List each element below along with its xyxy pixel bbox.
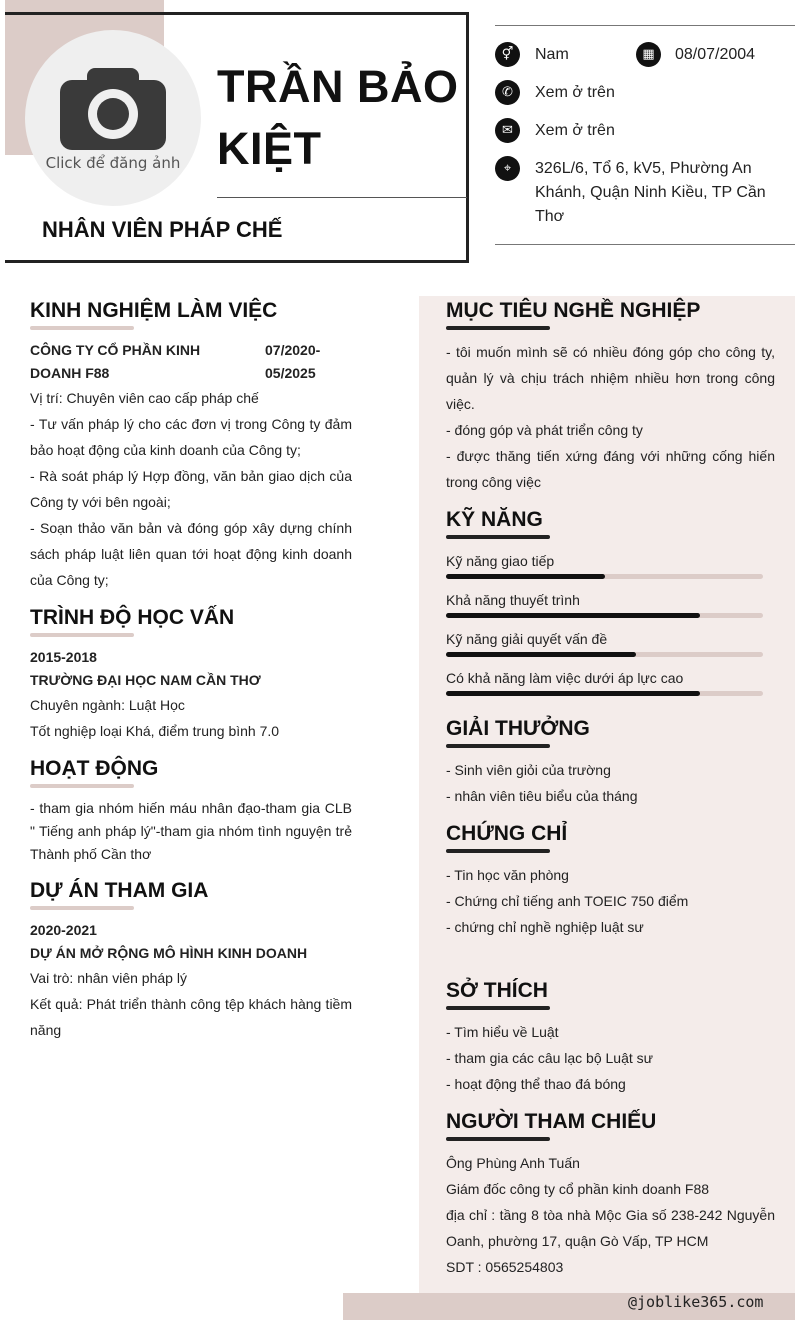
education-period: 2015-2018: [30, 649, 97, 665]
experience-duty-3: - Soạn thảo văn bản và đóng góp xây dựng chính sách pháp luật liên quan tới hoạt động kinh doanh của Công ty;: [30, 520, 352, 588]
project-role: Vai trò: nhân viên pháp lý: [30, 970, 187, 986]
objective-rule: [446, 326, 550, 330]
activities-text: - tham gia nhóm hiến máu nhân đạo-tham gia CLB " Tiếng anh pháp lý"-tham gia nhóm tình nguyện trẻ Thành phố Cần thơ: [30, 800, 352, 862]
activities-title: HOẠT ĐỘNG: [30, 757, 159, 780]
experience-company: CÔNG TY CỔ PHẦN KINH DOANH F88: [30, 342, 201, 381]
experience-duty-1: - Tư vấn pháp lý cho các đơn vị trong Công ty đảm bảo hoạt động của kinh doanh của Công ty;: [30, 416, 352, 458]
skill-bar-fill: [446, 691, 700, 696]
full-name: TRẦN BẢO KIỆT: [217, 61, 459, 174]
objective-title: MỤC TIÊU NGHỀ NGHIỆP: [446, 299, 701, 322]
certificate-item: - Chứng chỉ tiếng anh TOEIC 750 điểm: [446, 893, 689, 909]
skill-bar-fill: [446, 574, 605, 579]
award-item: - Sinh viên giỏi của trường: [446, 762, 611, 778]
hobby-item: - hoạt động thể thao đá bóng: [446, 1076, 626, 1092]
activities-rule: [30, 784, 134, 788]
experience-position: Vị trí: Chuyên viên cao cấp pháp chế: [30, 390, 259, 406]
certificate-item: - chứng chỉ nghề nghiệp luật sư: [446, 919, 644, 935]
skill-label: Có khả năng làm việc dưới áp lực cao: [446, 670, 684, 686]
photo-caption: Click để đăng ảnh: [45, 154, 181, 172]
skill-bar-fill: [446, 613, 700, 618]
camera-icon: [60, 68, 166, 150]
name-divider: [217, 197, 467, 198]
project-name: DỰ ÁN MỞ RỘNG MÔ HÌNH KINH DOANH: [30, 945, 308, 961]
hobby-item: - Tìm hiểu về Luật: [446, 1024, 559, 1040]
contact-birthdate: 08/07/2004: [675, 46, 756, 63]
reference-address: địa chỉ : tầng 8 tòa nhà Mộc Gia số 238-242 Nguyễn Oanh, phường 17, quận Gò Vấp, TP HCM: [446, 1207, 775, 1249]
award-item: - nhân viên tiêu biểu của tháng: [446, 788, 638, 804]
experience-rule: [30, 326, 134, 330]
awards-rule: [446, 744, 550, 748]
education-title: TRÌNH ĐỘ HỌC VẤN: [30, 606, 235, 629]
objective-item-1: - tôi muốn mình sẽ có nhiều đóng góp cho công ty, quản lý và chịu trách nhiệm nhiều hơn trong công việc.: [446, 344, 775, 412]
experience-period: 07/2020- 05/2025: [265, 342, 321, 381]
project-period: 2020-2021: [30, 922, 97, 938]
education-rule: [30, 633, 134, 637]
certificates-title: CHỨNG CHỈ: [446, 822, 568, 845]
skill-bar: [446, 574, 763, 579]
skill-bar-fill: [446, 652, 636, 657]
gender-icon: ⚥: [495, 42, 520, 67]
calendar-icon: ▦: [636, 42, 661, 67]
projects-title: DỰ ÁN THAM GIA: [30, 879, 209, 902]
education-major: Chuyên ngành: Luật Học: [30, 697, 185, 713]
reference-title: NGƯỜI THAM CHIẾU: [446, 1110, 657, 1133]
contact-phone: Xem ở trên: [535, 84, 615, 101]
phone-icon: ✆: [495, 80, 520, 105]
reference-position: Giám đốc công ty cổ phần kinh doanh F88: [446, 1181, 710, 1197]
skills-rule: [446, 535, 550, 539]
objective-item-3: - được thăng tiến xứng đáng với những cống hiến trong công việc: [446, 448, 775, 490]
contact-email: Xem ở trên: [535, 122, 615, 139]
reference-phone: SDT : 0565254803: [446, 1259, 564, 1275]
projects-rule: [30, 906, 134, 910]
hobbies-title: SỞ THÍCH: [446, 979, 548, 1002]
skill-label: Khả năng thuyết trình: [446, 592, 580, 608]
footer-website[interactable]: @joblike365.com: [628, 1293, 764, 1311]
contact-address: 326L/6, Tổ 6, kV5, Phường An Khánh, Quận Ninh Kiều, TP Cần Thơ: [535, 160, 766, 225]
skills-title: KỸ NĂNG: [446, 508, 543, 531]
objective-item-2: - đóng góp và phát triển công ty: [446, 422, 643, 438]
project-result: Kết quả: Phát triển thành công tệp khách hàng tiềm năng: [30, 996, 352, 1038]
contact-divider-bottom: [495, 244, 795, 245]
skill-bar: [446, 652, 763, 657]
mail-icon: ✉: [495, 118, 520, 143]
education-result: Tốt nghiệp loại Khá, điểm trung bình 7.0: [30, 723, 280, 739]
certificates-rule: [446, 849, 550, 853]
job-title: NHÂN VIÊN PHÁP CHẾ: [42, 217, 283, 242]
contact-divider-top: [495, 25, 795, 26]
avatar-upload[interactable]: [25, 30, 201, 206]
experience-title: KINH NGHIỆM LÀM VIỆC: [30, 299, 278, 322]
hobby-item: - tham gia các câu lạc bộ Luật sư: [446, 1050, 654, 1066]
skill-bar: [446, 613, 763, 618]
experience-duty-2: - Rà soát pháp lý Hợp đồng, văn bản giao dịch của Công ty với bên ngoài;: [30, 468, 352, 510]
skill-bar: [446, 691, 763, 696]
hobbies-rule: [446, 1006, 550, 1010]
reference-name: Ông Phùng Anh Tuấn: [446, 1155, 580, 1171]
education-school: TRƯỜNG ĐẠI HỌC NAM CẦN THƠ: [30, 672, 261, 688]
skill-label: Kỹ năng giao tiếp: [446, 553, 555, 569]
reference-rule: [446, 1137, 550, 1141]
certificate-item: - Tin học văn phòng: [446, 867, 569, 883]
awards-title: GIẢI THƯỞNG: [446, 717, 590, 740]
location-icon: ⌖: [495, 156, 520, 181]
skill-label: Kỹ năng giải quyết vấn đề: [446, 631, 608, 647]
contact-gender: Nam: [535, 46, 569, 63]
